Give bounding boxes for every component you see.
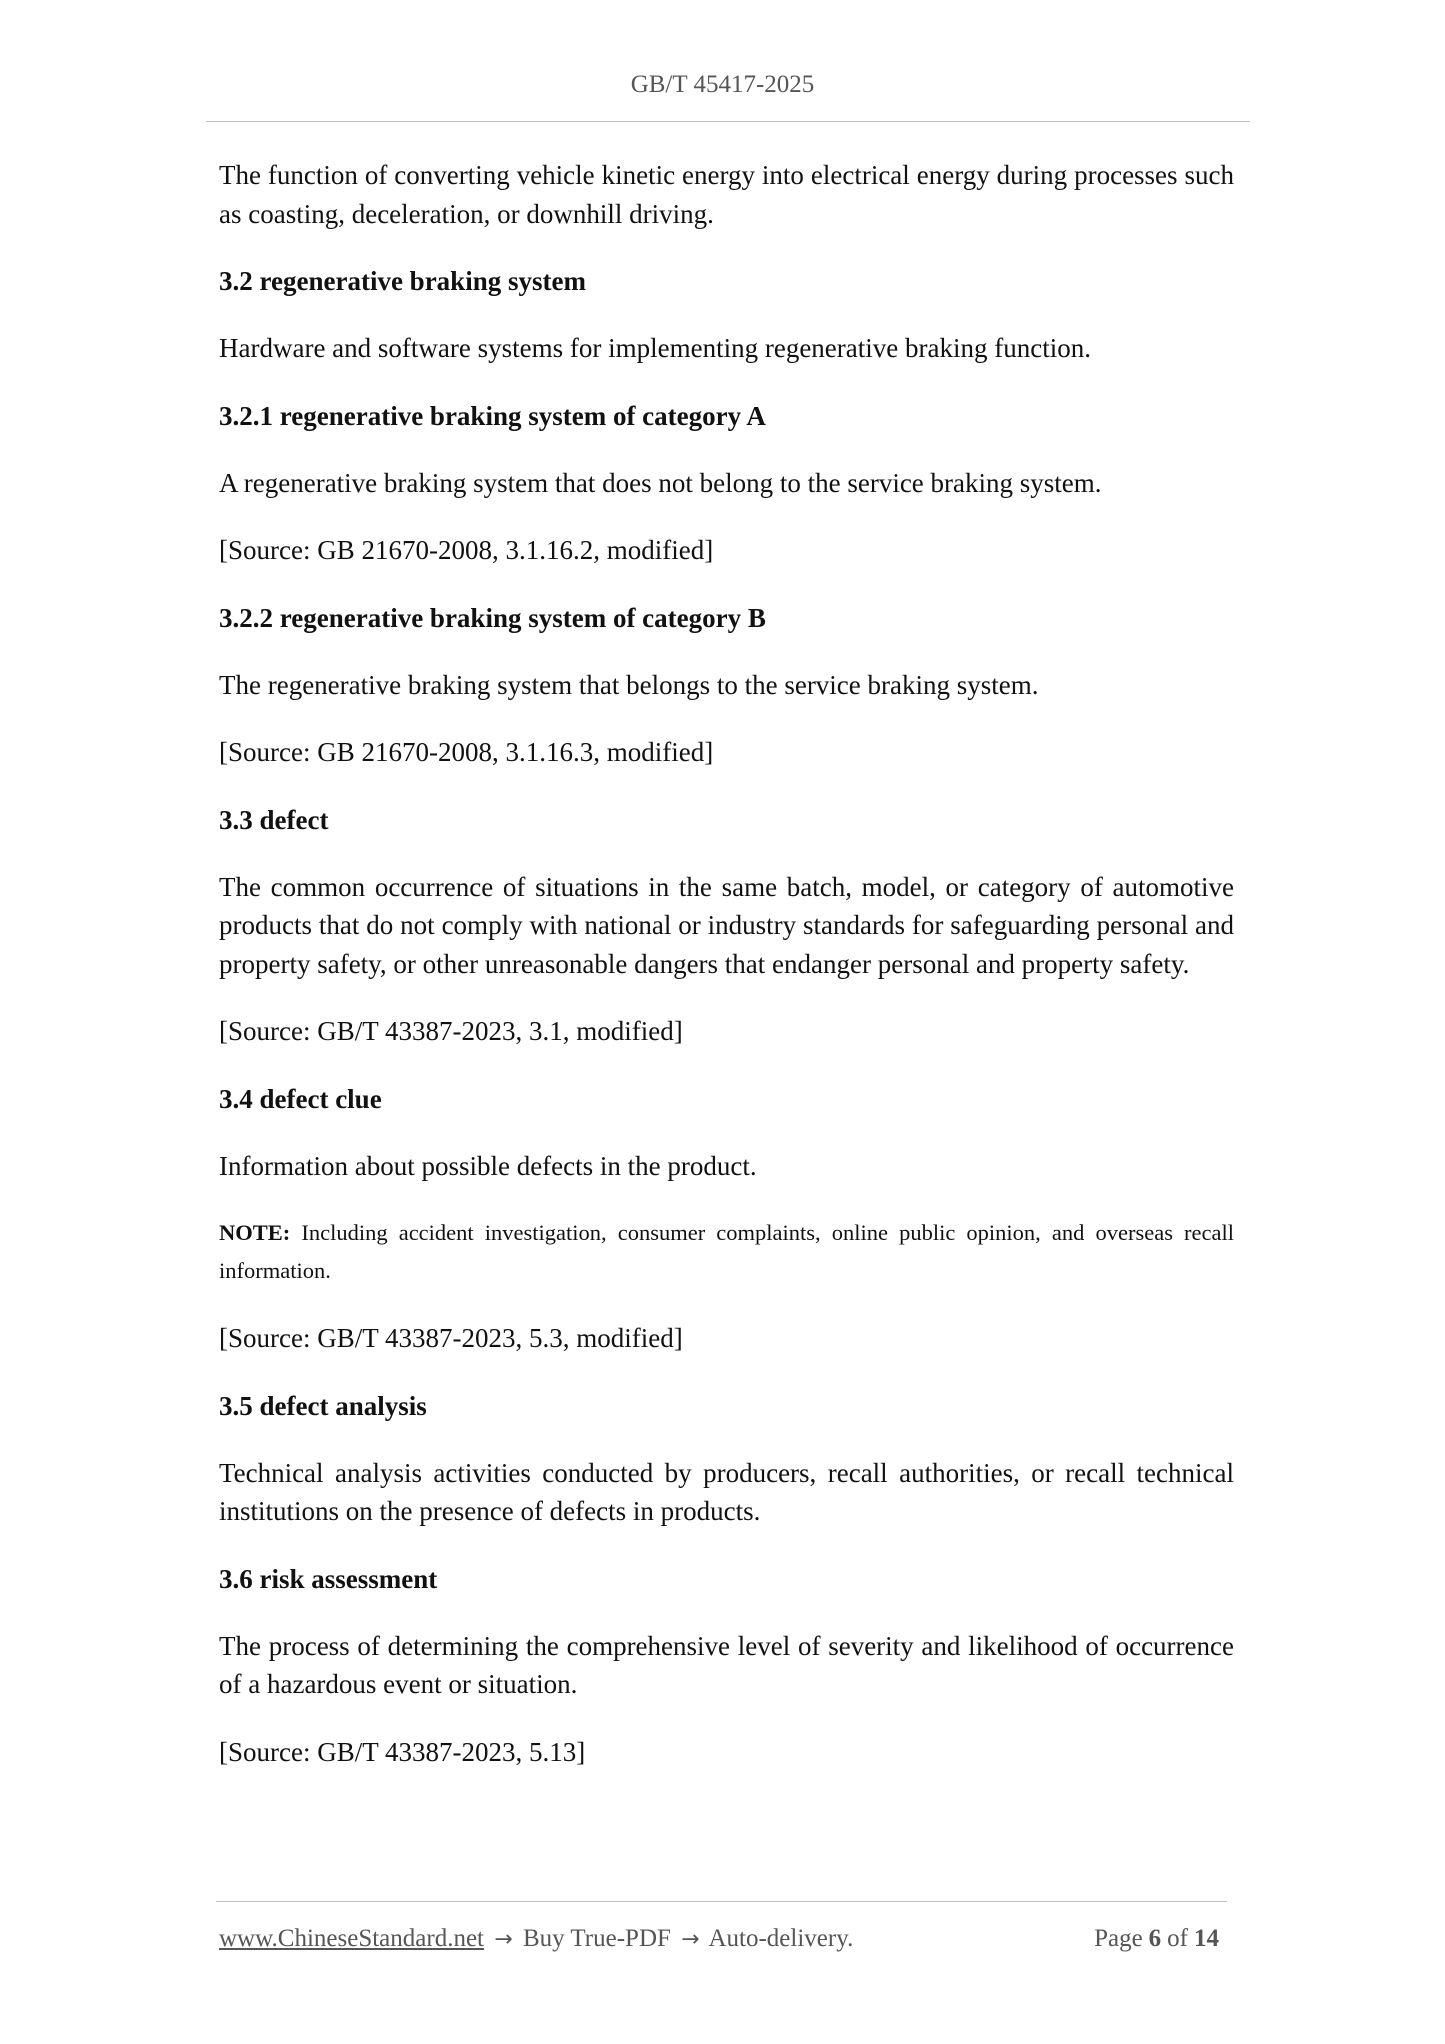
section-3-4-source: [Source: GB/T 43387-2023, 5.3, modified]: [219, 1323, 683, 1353]
section-3-3-source: [Source: GB/T 43387-2023, 3.1, modified]: [219, 1016, 683, 1046]
section-3-2-2-heading: 3.2.2 regenerative braking system of category B: [219, 602, 766, 633]
document-body: [219, 156, 1234, 1800]
footer-divider: [216, 1901, 1227, 1902]
section-3-2-1-source: [Source: GB 21670-2008, 3.1.16.2, modified]: [219, 535, 714, 565]
footer-promo: [219, 1923, 853, 1956]
section-3-5-heading: 3.5 defect analysis: [219, 1390, 427, 1421]
current-page-number: 6: [1148, 1925, 1162, 1952]
page-indicator: [1094, 1923, 1225, 1955]
note-text: Including accident investigation, consumer complaints, online public opinion, and overseas recall information.: [219, 1220, 1235, 1283]
right-arrow-icon: →: [681, 1927, 700, 1952]
section-3-6-source: [Source: GB/T 43387-2023, 5.13]: [219, 1736, 586, 1767]
chinesestandard-link[interactable]: www.ChineseStandard.net: [219, 1925, 484, 1952]
section-3-2-heading: 3.2 regenerative braking system: [219, 266, 586, 296]
section-3-4-body: Information about possible defects in the product.: [219, 1150, 757, 1181]
page-of-label: of: [1167, 1925, 1188, 1952]
section-3-3-heading: 3.3 defect: [219, 804, 329, 835]
page-label: Page: [1094, 1925, 1143, 1952]
auto-delivery-text: Auto-delivery.: [708, 1925, 854, 1952]
section-3-2-2-source: [Source: GB 21670-2008, 3.1.16.3, modified]: [219, 737, 714, 767]
total-pages-number: 14: [1194, 1925, 1219, 1952]
header-divider: [206, 121, 1250, 122]
right-arrow-icon: →: [494, 1927, 513, 1952]
section-3-2-2-body: The regenerative braking system that belongs to the service braking system.: [219, 669, 1039, 700]
section-3-3-body: The common occurrence of situations in the same batch, model, or category of automotive products that do not comply with national or industry standards for safeguarding personal and property safety, or other unreasonable dangers that endanger personal and property safety.: [219, 871, 1234, 979]
section-3-2-1-heading: 3.2.1 regenerative braking system of category A: [219, 400, 766, 431]
section-3-5-body: Technical analysis activities conducted by producers, recall authorities, or recall technical institutions on the presence of defects in products.: [219, 1457, 1234, 1526]
section-3-6-heading: 3.6 risk assessment: [219, 1563, 438, 1594]
section-3-4-note: [219, 1214, 1234, 1290]
section-3-6-body: The process of determining the comprehensive level of severity and likelihood of occurrence of a hazardous event or situation.: [219, 1630, 1234, 1699]
buy-true-pdf-text: Buy True-PDF: [522, 1925, 671, 1952]
document-header-title: GB/T 45417-2025: [630, 71, 815, 98]
intro-paragraph: The function of converting vehicle kinetic energy into electrical energy during processes such as coasting, deceleration, or downhill driving.: [219, 160, 1234, 229]
section-3-2-1-body: A regenerative braking system that does not belong to the service braking system.: [219, 467, 1102, 498]
note-label: NOTE:: [219, 1220, 291, 1245]
section-3-2-body: Hardware and software systems for implementing regenerative braking function.: [219, 333, 1091, 363]
section-3-4-heading: 3.4 defect clue: [219, 1083, 382, 1114]
